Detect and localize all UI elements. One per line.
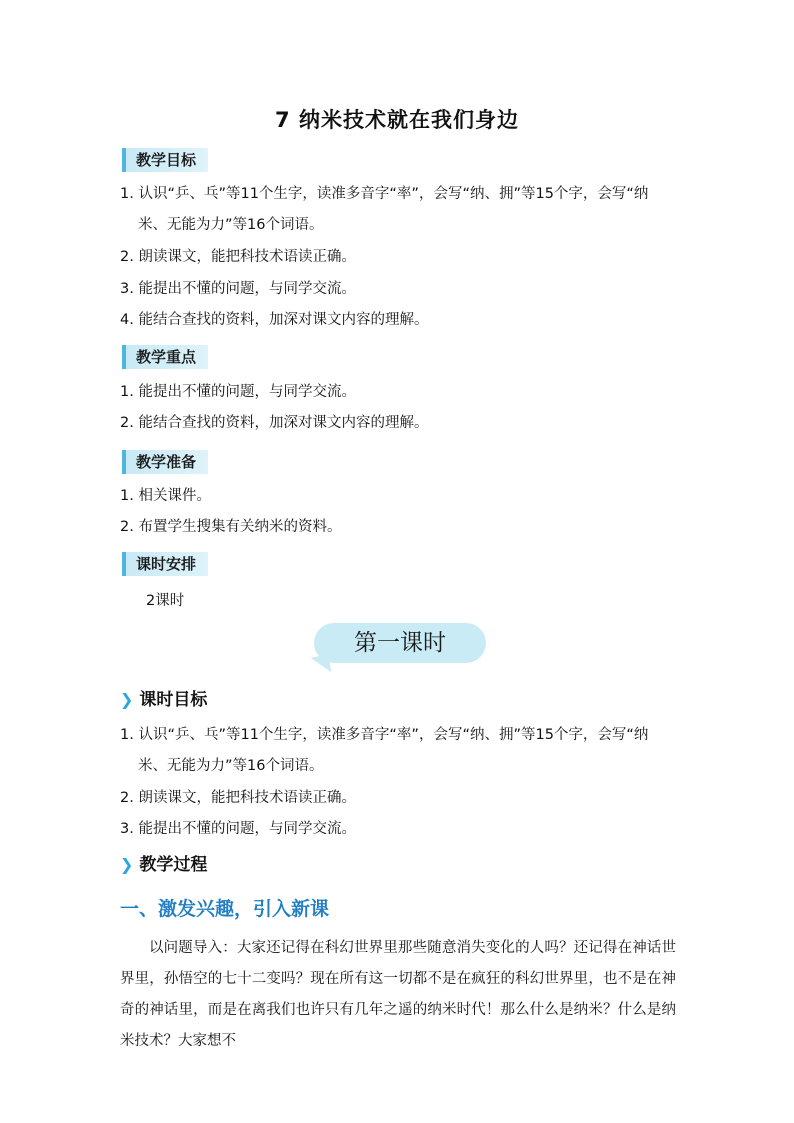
focus-line: 1. 能提出不懂的问题，与同学交流。 (120, 384, 356, 400)
goal-line: 1. 认识“乒、乓”等11个生字，读准多音字“率”，会写“纳、拥”等15个字，会写“纳 (120, 186, 649, 202)
prep-line: 1. 相关课件。 (120, 488, 211, 504)
lesson-bubble: 第一课时 (314, 623, 486, 663)
objective-line: 1. 认识“乒、乓”等11个生字，读准多音字“率”，会写“纳、拥”等15个字，会写“纳 (120, 727, 649, 743)
objectives-heading-label: 课时目标 (139, 690, 208, 710)
step1-paragraph: 以问题导入：大家还记得在科幻世界里那些随意消失变化的人吗？还记得在神话世界里，孙悟空的七十二变吗？现在所有这一切都不是在疯狂的科幻世界里，也不是在神奇的神话里，而是在离我们也许只有几年之遥的纳米时代！那么什么是纳米？什么是纳米技术？大家想不 (120, 940, 676, 1049)
section-tag-focus: 教学重点 (122, 345, 208, 369)
prep-line: 2. 布置学生搜集有关纳米的资料。 (120, 519, 342, 535)
schedule-value: 2课时 (146, 593, 185, 609)
section-tag-schedule: 课时安排 (122, 552, 208, 576)
process-heading (120, 854, 207, 876)
focus-line: 2. 能结合查找的资料，加深对课文内容的理解。 (120, 415, 429, 431)
step1-heading: 一、激发兴趣，引入新课 (120, 898, 330, 920)
section-tag-prep: 教学准备 (122, 450, 208, 474)
objectives-heading (120, 689, 207, 711)
objective-line: 米、无能为力”等16个词语。 (138, 758, 324, 774)
goal-line: 4. 能结合查找的资料，加深对课文内容的理解。 (120, 312, 429, 328)
objective-line: 2. 朗读课文，能把科技术语读正确。 (120, 790, 356, 806)
chevron-right-icon: ❯ (120, 855, 134, 874)
goal-line: 3. 能提出不懂的问题，与同学交流。 (120, 281, 356, 297)
chevron-right-icon: ❯ (120, 690, 134, 709)
objective-line: 3. 能提出不懂的问题，与同学交流。 (120, 821, 356, 837)
process-heading-label: 教学过程 (139, 855, 208, 875)
section-tag-goals: 教学目标 (122, 148, 208, 172)
goal-line: 2. 朗读课文，能把科技术语读正确。 (120, 249, 356, 265)
page-title: 7 纳米技术就在我们身边 (275, 108, 519, 132)
goal-line: 米、无能为力”等16个词语。 (138, 217, 324, 233)
